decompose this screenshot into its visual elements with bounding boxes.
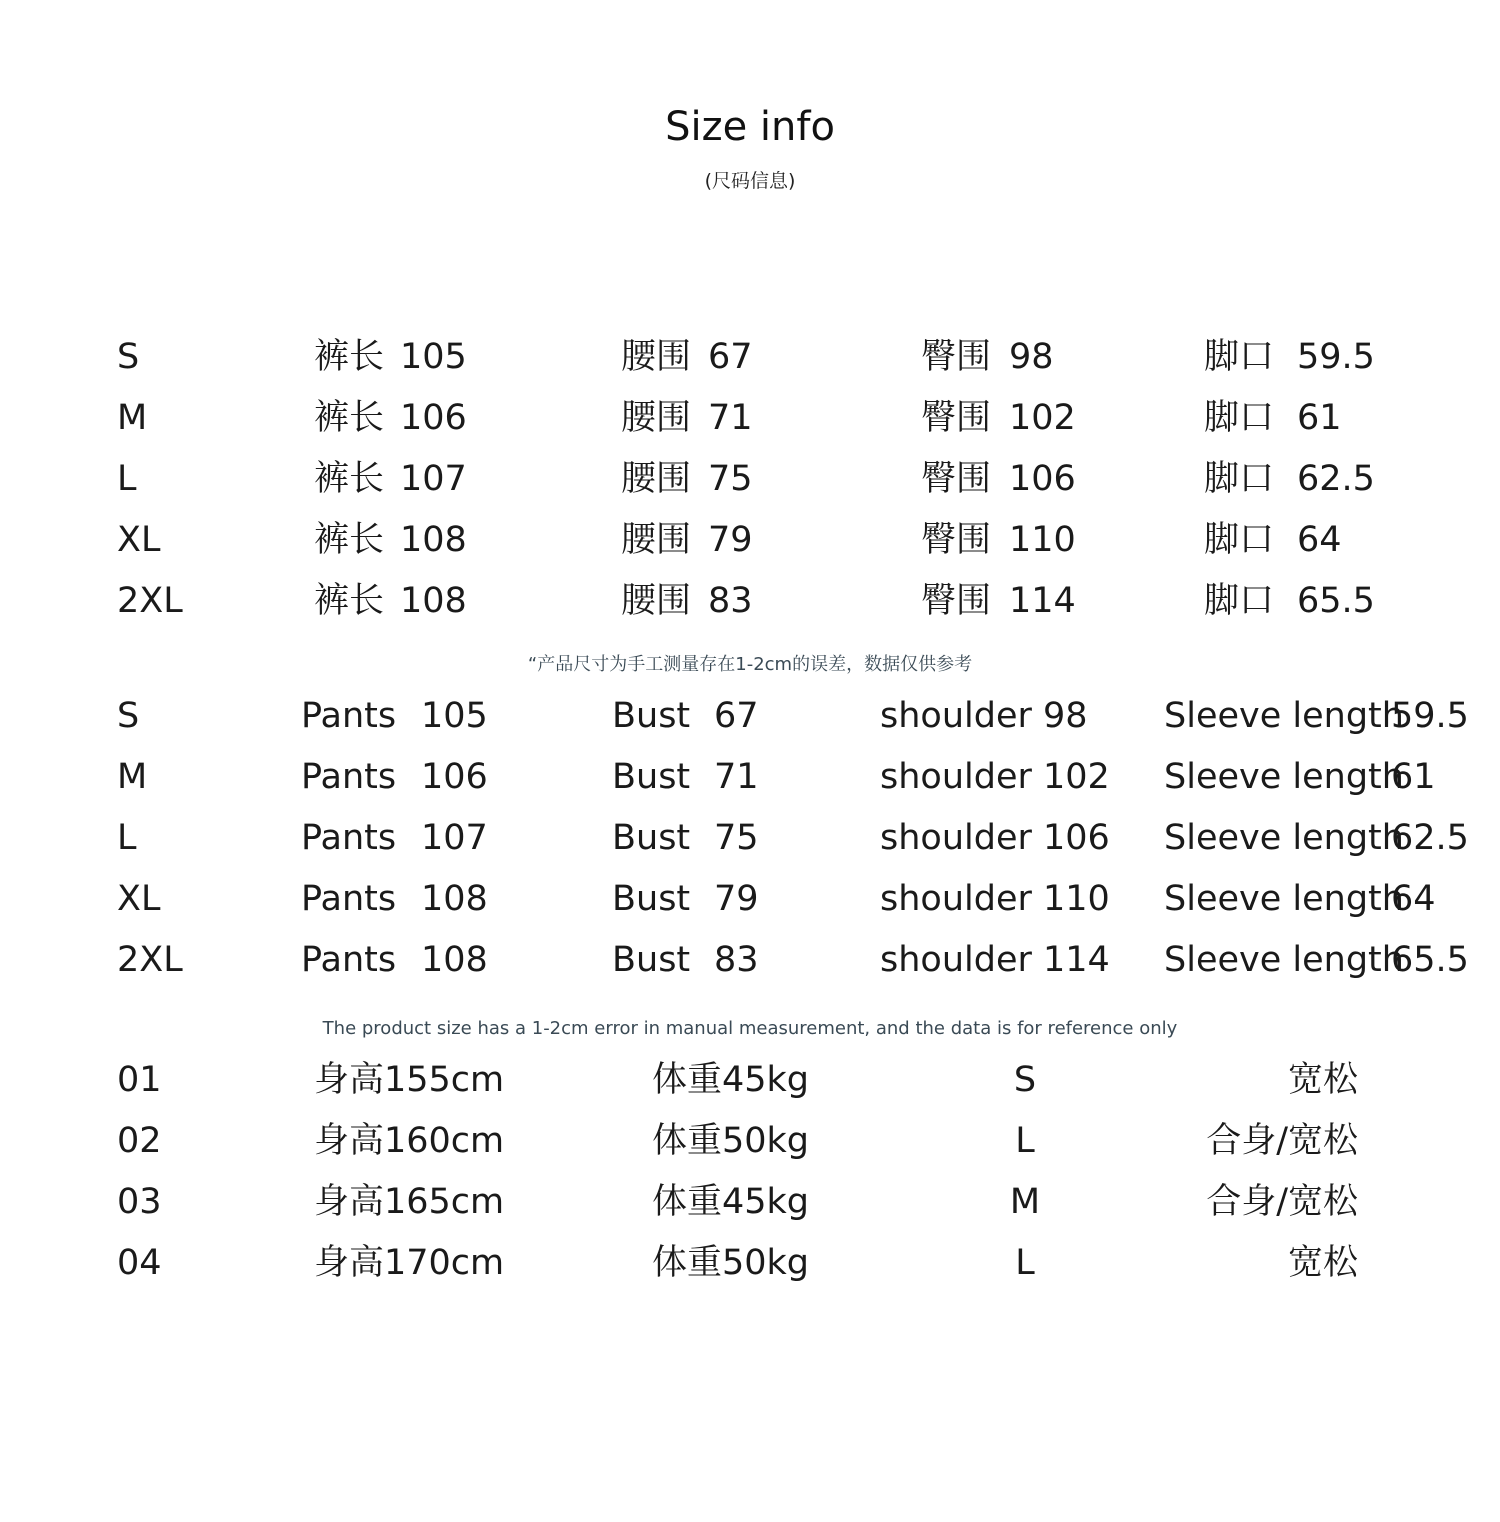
sleeve-value: 65.5 <box>1391 940 1469 980</box>
pants-value: 108 <box>421 879 488 919</box>
shoulder-value: 114 <box>1043 940 1110 980</box>
hem-value: 59.5 <box>1297 337 1375 377</box>
hip-label: 臀围 <box>921 581 992 621</box>
waist-value: 79 <box>708 520 753 560</box>
bust-label: Bust <box>612 879 691 919</box>
size-label: M <box>117 398 148 438</box>
model-height: 身高160cm <box>314 1121 505 1161</box>
pants-label: Pants <box>301 696 397 736</box>
sleeve-label: Sleeve length <box>1164 818 1404 858</box>
bust-label: Bust <box>612 818 691 858</box>
model-size: S <box>1013 1060 1037 1100</box>
page-subtitle: (尺码信息) <box>704 170 796 192</box>
size-label: L <box>117 459 137 499</box>
size-label: XL <box>117 520 161 560</box>
sleeve-label: Sleeve length <box>1164 696 1404 736</box>
hip-value: 106 <box>1009 459 1076 499</box>
size-label: 2XL <box>117 940 183 980</box>
size-label: XL <box>117 879 161 919</box>
hip-value: 114 <box>1009 581 1076 621</box>
table-row <box>0 1113 1500 1169</box>
table-row <box>0 329 1500 385</box>
hem-label: 脚口 <box>1204 398 1275 438</box>
bust-label: Bust <box>612 940 691 980</box>
pants-label: Pants <box>301 940 397 980</box>
hem-label: 脚口 <box>1204 459 1275 499</box>
model-fit: 宽松 <box>1287 1060 1358 1100</box>
shoulder-label: shoulder <box>880 818 1032 858</box>
sleeve-label: Sleeve length <box>1164 940 1404 980</box>
table-row <box>0 688 1500 744</box>
model-number: 02 <box>117 1121 162 1161</box>
table-row <box>0 871 1500 927</box>
waist-label: 腰围 <box>621 581 692 621</box>
pants-length-label: 裤长 <box>314 520 385 560</box>
size-label: L <box>117 818 137 858</box>
table-row <box>0 451 1500 507</box>
hem-label: 脚口 <box>1204 337 1275 377</box>
sleeve-value: 62.5 <box>1391 818 1469 858</box>
model-height: 身高170cm <box>314 1243 505 1283</box>
model-fit: 合身/宽松 <box>1206 1121 1358 1161</box>
hip-label: 臀围 <box>921 459 992 499</box>
bust-value: 79 <box>714 879 759 919</box>
table-row <box>0 1235 1500 1291</box>
model-number: 03 <box>117 1182 162 1222</box>
model-size: M <box>1009 1182 1041 1222</box>
bust-value: 83 <box>714 940 759 980</box>
table-row <box>0 932 1500 988</box>
model-height: 身高155cm <box>314 1060 505 1100</box>
shoulder-label: shoulder <box>880 940 1032 980</box>
pants-length-value: 107 <box>400 459 467 499</box>
shoulder-value: 102 <box>1043 757 1110 797</box>
sleeve-value: 61 <box>1391 757 1436 797</box>
size-label: S <box>117 337 140 377</box>
hip-label: 臀围 <box>921 520 992 560</box>
hem-value: 61 <box>1297 398 1342 438</box>
pants-length-label: 裤长 <box>314 581 385 621</box>
size-label: 2XL <box>117 581 183 621</box>
bust-value: 75 <box>714 818 759 858</box>
model-number: 04 <box>117 1243 162 1283</box>
sleeve-value: 64 <box>1391 879 1436 919</box>
pants-value: 108 <box>421 940 488 980</box>
shoulder-value: 106 <box>1043 818 1110 858</box>
pants-length-value: 108 <box>400 581 467 621</box>
hem-label: 脚口 <box>1204 581 1275 621</box>
hip-value: 98 <box>1009 337 1054 377</box>
shoulder-label: shoulder <box>880 879 1032 919</box>
waist-label: 腰围 <box>621 459 692 499</box>
model-size: L <box>1015 1121 1035 1161</box>
model-weight: 体重45kg <box>652 1182 810 1222</box>
size-label: M <box>117 757 148 797</box>
waist-label: 腰围 <box>621 337 692 377</box>
hip-label: 臀围 <box>921 337 992 377</box>
hem-value: 62.5 <box>1297 459 1375 499</box>
model-size: L <box>1015 1243 1035 1283</box>
sleeve-value: 59.5 <box>1391 696 1469 736</box>
model-weight: 体重50kg <box>652 1243 810 1283</box>
pants-length-value: 106 <box>400 398 467 438</box>
hip-value: 110 <box>1009 520 1076 560</box>
pants-length-label: 裤长 <box>314 337 385 377</box>
pants-label: Pants <box>301 879 397 919</box>
hem-value: 64 <box>1297 520 1342 560</box>
shoulder-value: 110 <box>1043 879 1110 919</box>
bust-value: 67 <box>714 696 759 736</box>
pants-length-label: 裤长 <box>314 398 385 438</box>
waist-value: 83 <box>708 581 753 621</box>
pants-value: 105 <box>421 696 488 736</box>
pants-length-value: 108 <box>400 520 467 560</box>
table-row <box>0 512 1500 568</box>
hip-label: 臀围 <box>921 398 992 438</box>
hip-value: 102 <box>1009 398 1076 438</box>
table-row <box>0 749 1500 805</box>
page-title: Size info <box>665 104 835 150</box>
model-fit: 合身/宽松 <box>1206 1182 1358 1222</box>
en-measurement-note: The product size has a 1-2cm error in manual measurement, and the data is for reference only <box>322 1018 1178 1039</box>
pants-label: Pants <box>301 757 397 797</box>
shoulder-label: shoulder <box>880 757 1032 797</box>
shoulder-value: 98 <box>1043 696 1088 736</box>
cn-measurement-note: “产品尺寸为手工测量存在1-2cm的误差，数据仅供参考 <box>527 654 973 675</box>
bust-label: Bust <box>612 757 691 797</box>
pants-label: Pants <box>301 818 397 858</box>
table-row <box>0 390 1500 446</box>
model-weight: 体重50kg <box>652 1121 810 1161</box>
pants-length-label: 裤长 <box>314 459 385 499</box>
shoulder-label: shoulder <box>880 696 1032 736</box>
model-fit: 宽松 <box>1287 1243 1358 1283</box>
model-height: 身高165cm <box>314 1182 505 1222</box>
waist-value: 67 <box>708 337 753 377</box>
table-row <box>0 1174 1500 1230</box>
pants-length-value: 105 <box>400 337 467 377</box>
model-weight: 体重45kg <box>652 1060 810 1100</box>
bust-label: Bust <box>612 696 691 736</box>
size-label: S <box>117 696 140 736</box>
model-number: 01 <box>117 1060 162 1100</box>
sleeve-label: Sleeve length <box>1164 879 1404 919</box>
sleeve-label: Sleeve length <box>1164 757 1404 797</box>
table-row <box>0 573 1500 629</box>
hem-value: 65.5 <box>1297 581 1375 621</box>
hem-label: 脚口 <box>1204 520 1275 560</box>
waist-label: 腰围 <box>621 398 692 438</box>
pants-value: 106 <box>421 757 488 797</box>
bust-value: 71 <box>714 757 759 797</box>
waist-label: 腰围 <box>621 520 692 560</box>
table-row <box>0 810 1500 866</box>
waist-value: 75 <box>708 459 753 499</box>
waist-value: 71 <box>708 398 753 438</box>
pants-value: 107 <box>421 818 488 858</box>
table-row <box>0 1052 1500 1108</box>
